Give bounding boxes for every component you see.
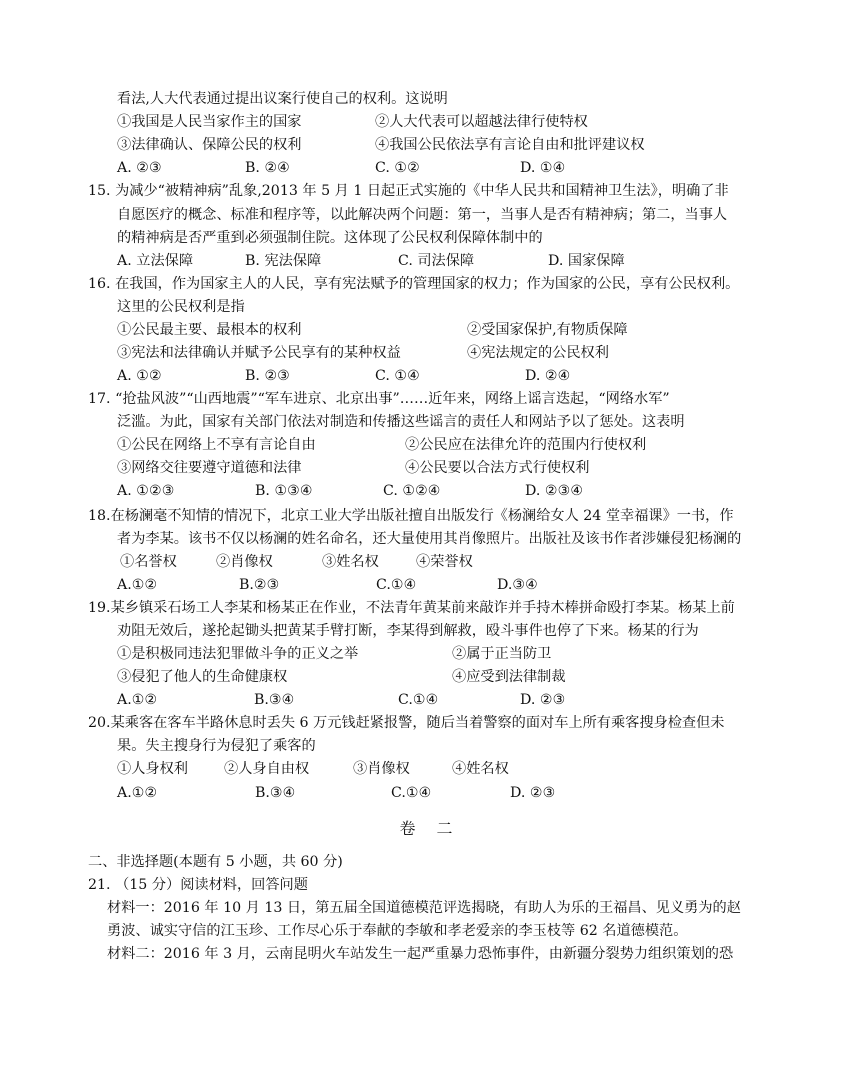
q19-choice-a: A.①② xyxy=(117,692,158,708)
q14-stem-cont: 看法,人大代表通过提出议案行使自己的权利。这说明 xyxy=(117,91,448,107)
q20-stem-line-1: 20.某乘客在客车半路休息时丢失 6 万元钱赶紧报警，随后当着警察的面对车上所有乘客搜身检查但未 xyxy=(88,715,725,731)
q16-option-1: ①公民最主要、最根本的权利 xyxy=(117,322,302,338)
q14-choice-b: B. ②④ xyxy=(245,160,290,176)
q19-stem-line-1: 19.某乡镇采石场工人李某和杨某正在作业，不法青年黄某前来敲诈并手持木棒拼命殴打李某。杨某上前 xyxy=(88,600,735,616)
q14-choice-d: D. ①④ xyxy=(520,160,566,176)
q17-stem-line-2: 泛滥。为此，国家有关部门依法对制造和传播这些谣言的责任人和网站予以了惩处。这表明 xyxy=(117,414,685,430)
q15-stem-line-3: 的精神病是否严重到必须强制住院。这体现了公民权利保障体制中的 xyxy=(117,230,543,246)
q16-option-2: ②受国家保护,有物质保障 xyxy=(467,322,628,338)
q17-option-3: ③网络交往要遵守道德和法律 xyxy=(117,460,302,476)
q14-option-3: ③法律确认、保障公民的权利 xyxy=(117,137,302,153)
q20-stem-line-2: 果。失主搜身行为侵犯了乘客的 xyxy=(117,738,316,754)
q16-choice-a: A. ①② xyxy=(117,368,162,384)
q16-choice-b: B. ②③ xyxy=(245,368,290,384)
q19-choice-c: C.①④ xyxy=(398,692,439,708)
q16-stem-line-2: 这里的公民权利是指 xyxy=(117,299,245,315)
q19-choice-b: B.③④ xyxy=(254,692,295,708)
q15-stem-line-2: 自愿医疗的概念、标准和程序等，以此解决两个问题：第一，当事人是否有精神病；第二，当事人 xyxy=(117,207,728,223)
q18-option-3: ③姓名权 xyxy=(322,554,379,570)
q18-option-4: ④荣誉权 xyxy=(416,554,473,570)
q19-option-2: ②属于正当防卫 xyxy=(452,646,552,662)
q15-stem-line-1: 15. 为减少“被精神病”乱象,2013 年 5 月 1 日起正式实施的《中华人民共和国精神卫生法》，明确了非 xyxy=(88,183,729,199)
q18-stem-line-1: 18.在杨澜毫不知情的情况下，北京工业大学出版社擅自出版发行《杨澜给女人 24 堂幸福课》一书，作 xyxy=(88,508,734,524)
q17-choice-d: D. ②③④ xyxy=(525,483,584,499)
q14-option-2: ②人大代表可以超越法律行使特权 xyxy=(375,114,588,130)
q21-material1-line-1: 材料一：2016 年 10 月 13 日，第五届全国道德模范评选揭晓，有助人为乐的王福昌、见义勇为的赵 xyxy=(107,900,741,916)
q18-option-1: ①名誉权 xyxy=(120,554,177,570)
q16-choice-d: D. ②④ xyxy=(525,368,571,384)
q17-option-1: ①公民在网络上不享有言论自由 xyxy=(117,437,316,453)
q17-option-2: ②公民应在法律允许的范围内行使权利 xyxy=(405,437,647,453)
q14-choice-c: C. ①② xyxy=(375,160,420,176)
q20-option-1: ①人身权利 xyxy=(117,761,188,777)
q17-option-4: ④公民要以合法方式行使权利 xyxy=(405,460,590,476)
q16-stem-line-1: 16. 在我国，作为国家主人的人民，享有宪法赋予的管理国家的权力；作为国家的公民，享有公民权利。 xyxy=(88,276,740,292)
q18-choice-d: D.③④ xyxy=(497,577,538,593)
q21-material2-line-1: 材料二：2016 年 3 月，云南昆明火车站发生一起严重暴力恐怖事件，由新疆分裂势力组织策划的恐 xyxy=(107,946,734,962)
q17-choice-a: A. ①②③ xyxy=(117,483,175,499)
q20-choice-c: C.①④ xyxy=(391,785,432,801)
q20-choice-d: D. ②③ xyxy=(510,785,556,801)
q20-choice-b: B.③④ xyxy=(255,785,296,801)
q17-stem-line-1: 17. “抢盐风波”“山西地震”“军车进京、北京出事”……近年来，网络上谣言迭起，“网络水军” xyxy=(88,391,670,407)
q14-option-1: ①我国是人民当家作主的国家 xyxy=(117,114,302,130)
q17-choice-c: C. ①②④ xyxy=(383,483,441,499)
q19-option-3: ③侵犯了他人的生命健康权 xyxy=(117,669,288,685)
q19-choice-d: D. ②③ xyxy=(520,692,566,708)
q17-choice-b: B. ①③④ xyxy=(255,483,313,499)
q15-choice-a: A. 立法保障 xyxy=(117,253,194,269)
q19-option-1: ①是积极同违法犯罪做斗争的正义之举 xyxy=(117,646,359,662)
q16-option-3: ③宪法和法律确认并赋予公民享有的某种权益 xyxy=(117,345,401,361)
q21-stem: 21. （15 分）阅读材料，回答问题 xyxy=(88,877,308,893)
q19-option-4: ④应受到法律制裁 xyxy=(452,669,566,685)
q16-choice-c: C. ①④ xyxy=(375,368,420,384)
q14-option-4: ④我国公民依法享有言论自由和批评建议权 xyxy=(375,137,645,153)
part2-heading: 二、非选择题(本题有 5 小题，共 60 分) xyxy=(88,854,343,870)
q16-option-4: ④宪法规定的公民权利 xyxy=(467,345,609,361)
q18-stem-line-2: 者为李某。该书不仅以杨澜的姓名命名，还大量使用其肖像照片。出版社及该书作者涉嫌侵犯杨澜的 xyxy=(117,531,742,547)
q15-choice-c: C. 司法保障 xyxy=(398,253,475,269)
q21-material1-line-2: 勇波、诚实守信的江玉珍、工作尽心乐于奉献的李敏和孝老爱亲的李玉枝等 62 名道德模范。 xyxy=(107,923,688,939)
q20-choice-a: A.①② xyxy=(117,785,158,801)
q20-option-2: ②人身自由权 xyxy=(224,761,310,777)
q15-choice-d: D. 国家保障 xyxy=(548,253,625,269)
section-title: 卷 二 xyxy=(399,819,461,838)
q20-option-4: ④姓名权 xyxy=(452,761,509,777)
q14-choice-a: A. ②③ xyxy=(117,160,162,176)
q19-stem-line-2: 劝阻无效后，遂抡起锄头把黄某手臂打断，李某得到解救，殴斗事件也停了下来。杨某的行为 xyxy=(117,623,699,639)
q18-choice-a: A.①② xyxy=(117,577,158,593)
q15-choice-b: B. 宪法保障 xyxy=(245,253,322,269)
q20-option-3: ③肖像权 xyxy=(353,761,410,777)
q18-option-2: ②肖像权 xyxy=(216,554,273,570)
q18-choice-c: C.①④ xyxy=(376,577,417,593)
q18-choice-b: B.②③ xyxy=(239,577,280,593)
